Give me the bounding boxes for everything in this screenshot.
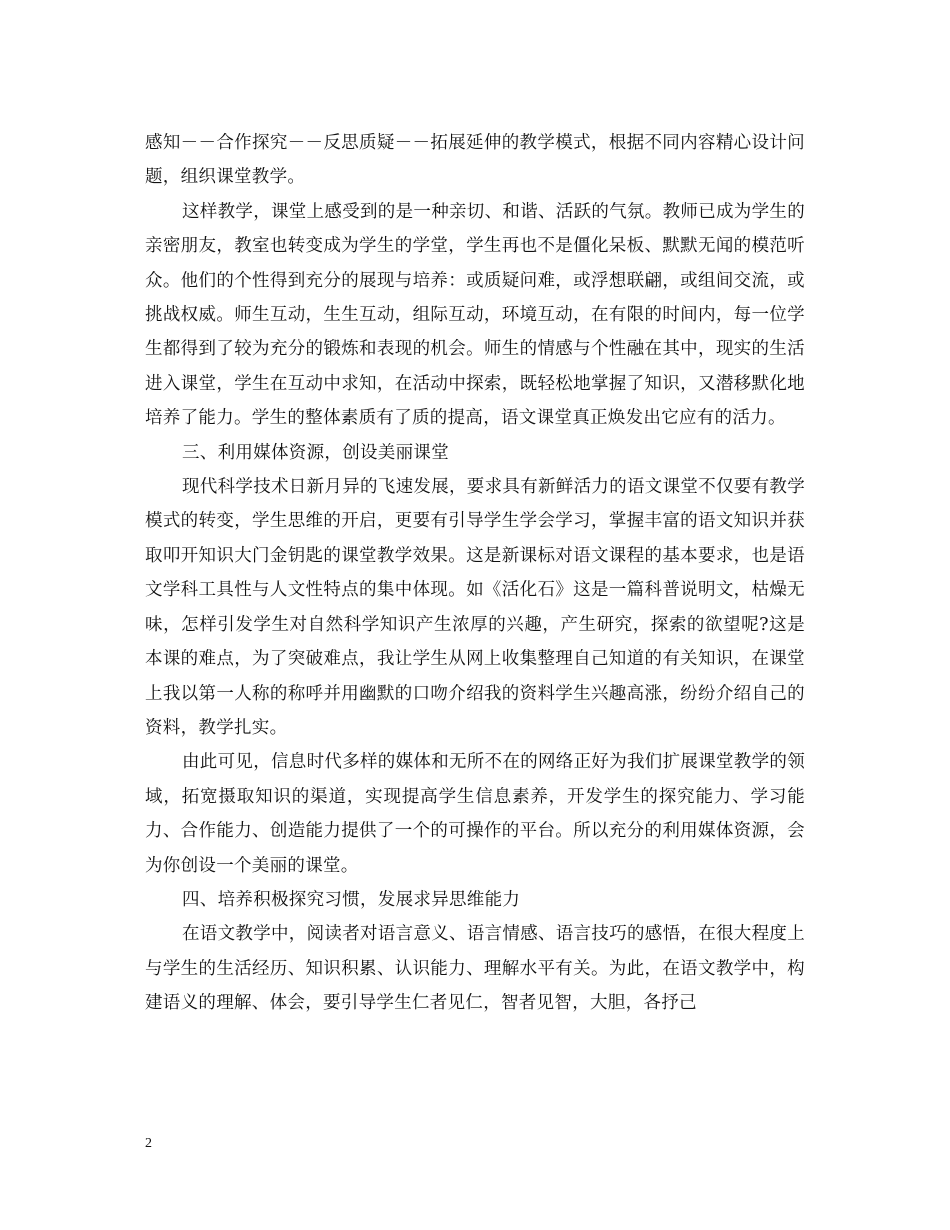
paragraph-continuation: 感知－－合作探究－－反思质疑－－拓展延伸的教学模式，根据不同内容精心设计问题，组织课堂教学。 bbox=[145, 133, 805, 188]
paragraph-modern-technology: 现代科学技术日新月异的飞速发展，要求具有新鲜活力的语文课堂不仅要有教学模式的转变，学生思维的开启，更要有引导学生学会学习，掌握丰富的语文知识并获取叩开知识大门金钥匙的课堂教学效果。这是新课标对语文课程的基本要求，也是语文学科工具性与人文性特点的集中体现。如《活化石》这是一篇科普说明文，枯燥无味，怎样引发学生对自然科学知识产生浓厚的兴趣，产生研究，探索的欲望呢?这是本课的难点，为了突破难点，我让学生从网上收集整理自己知道的有关知识，在课堂上我以第一人称的称呼并用幽默的口吻介绍我的资料学生兴趣高涨，纷纷介绍自己的资料，教学扎实。 bbox=[145, 477, 805, 738]
paragraph-reading-comprehension: 在语文教学中，阅读者对语言意义、语言情感、语言技巧的感悟，在很大程度上与学生的生活经历、知识积累、认识能力、理解水平有关。为此，在语文教学中，构建语义的理解、体会，要引导学生仁者见仁，智者见智，大胆，各抒己 bbox=[145, 924, 805, 1014]
document-body bbox=[145, 126, 805, 1021]
paragraph-information-age: 由此可见，信息时代多样的媒体和无所不在的网络正好为我们扩展课堂教学的领域，拓宽摄取知识的渠道，实现提高学生信息素养，开发学生的探究能力、学习能力、合作能力、创造能力提供了一个的可操作的平台。所以充分的利用媒体资源，会为你创设一个美丽的课堂。 bbox=[145, 752, 805, 876]
page-number: 2 bbox=[145, 1136, 152, 1151]
section-heading-exploration-habits: 四、培养积极探究习惯，发展求异思维能力 bbox=[182, 889, 521, 910]
paragraph-classroom-atmosphere: 这样教学，课堂上感受到的是一种亲切、和谐、活跃的气氛。教师已成为学生的亲密朋友，教室也转变成为学生的学堂，学生再也不是僵化呆板、默默无闻的模范听众。他们的个性得到充分的展现与培养：或质疑问难，或浮想联翩，或组间交流，或挑战权威。师生互动，生生互动，组际互动，环境互动，在有限的时间内，每一位学生都得到了较为充分的锻炼和表现的机会。师生的情感与个性融在其中，现实的生活进入课堂，学生在互动中求知，在活动中探索，既轻松地掌握了知识，又潜移默化地培养了能力。学生的整体素质有了质的提高，语文课堂真正焕发出它应有的活力。 bbox=[145, 201, 805, 429]
section-heading-media-resources: 三、利用媒体资源，创设美丽课堂 bbox=[182, 442, 449, 463]
